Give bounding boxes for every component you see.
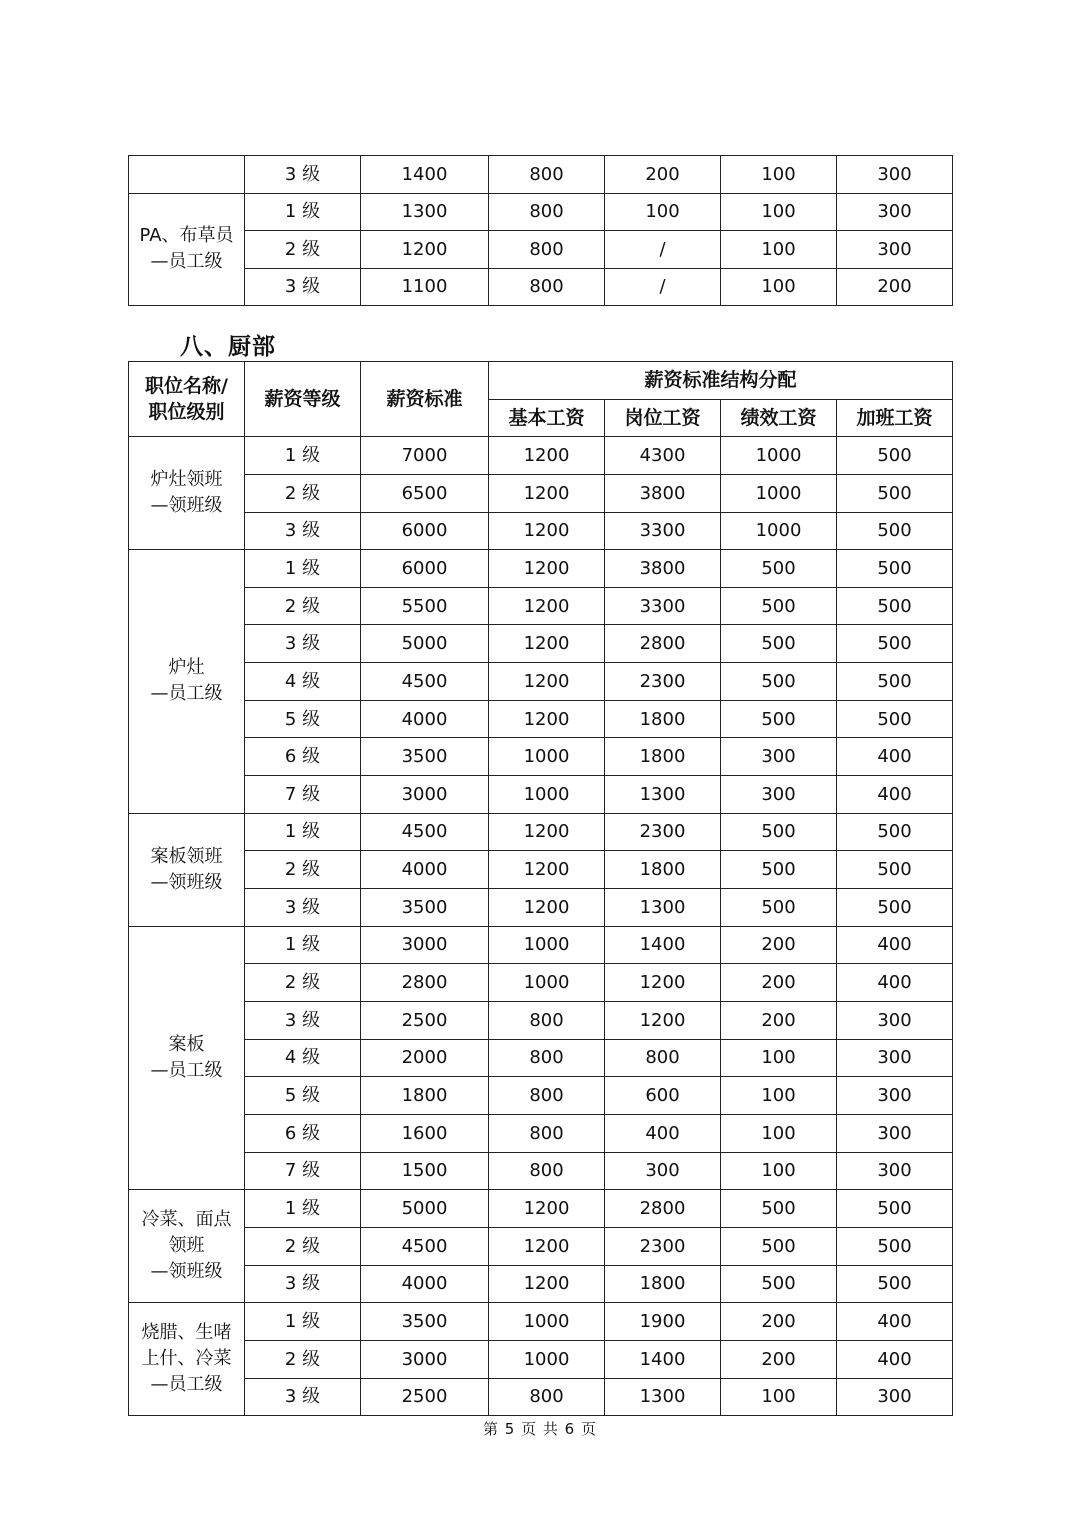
grade-cell: 3 级: [245, 1378, 361, 1416]
position-wage-cell: 1800: [605, 738, 721, 776]
performance-wage-cell: 500: [721, 1265, 837, 1303]
salary-standard-cell: 4000: [361, 851, 489, 889]
salary-standard-cell: 1600: [361, 1115, 489, 1153]
salary-standard-cell: 3500: [361, 889, 489, 927]
grade-cell: 3 级: [245, 1002, 361, 1040]
performance-wage-cell: 500: [721, 550, 837, 588]
salary-standard-cell: 4500: [361, 1227, 489, 1265]
overtime-wage-cell: 500: [837, 437, 953, 475]
overtime-wage-cell: 500: [837, 512, 953, 550]
basic-wage-cell: 1200: [489, 663, 605, 701]
position-name-cell: [129, 1190, 245, 1303]
table-row: [129, 964, 953, 1002]
basic-wage-cell: 1200: [489, 1265, 605, 1303]
position-name-cell: [129, 156, 245, 194]
table-row: [129, 738, 953, 776]
position-name-cell: [129, 1303, 245, 1416]
performance-wage-cell: 100: [721, 193, 837, 231]
performance-wage-cell: 200: [721, 1340, 837, 1378]
overtime-wage-cell: 500: [837, 625, 953, 663]
position-name-line: —领班级: [150, 1261, 223, 1283]
basic-wage-cell: 800: [489, 1039, 605, 1077]
position-wage-cell: 3300: [605, 512, 721, 550]
salary-standard-cell: 5000: [361, 625, 489, 663]
salary-standard-cell: 3500: [361, 1303, 489, 1341]
table-row: [129, 889, 953, 927]
salary-standard-cell: 2800: [361, 964, 489, 1002]
overtime-wage-cell: 500: [837, 700, 953, 738]
position-name-line: —领班级: [150, 495, 223, 517]
position-wage-cell: 1200: [605, 1002, 721, 1040]
table-row: [129, 1227, 953, 1265]
basic-wage-cell: 1200: [489, 437, 605, 475]
performance-wage-cell: 500: [721, 889, 837, 927]
header-position-line: 职位名称/: [145, 374, 228, 397]
performance-wage-cell: 100: [721, 1378, 837, 1416]
grade-cell: 3 级: [245, 268, 361, 306]
grade-cell: 2 级: [245, 587, 361, 625]
salary-table-continued: [128, 155, 953, 306]
basic-wage-cell: 1200: [489, 587, 605, 625]
basic-wage-cell: 800: [489, 1115, 605, 1153]
salary-standard-cell: 1200: [361, 231, 489, 269]
grade-cell: 3 级: [245, 625, 361, 663]
salary-standard-cell: 4500: [361, 813, 489, 851]
basic-wage-cell: 1200: [489, 550, 605, 588]
basic-wage-cell: 1200: [489, 625, 605, 663]
position-wage-cell: 2800: [605, 1190, 721, 1228]
performance-wage-cell: 200: [721, 964, 837, 1002]
table-row: [129, 550, 953, 588]
basic-wage-cell: 1200: [489, 700, 605, 738]
position-wage-cell: 4300: [605, 437, 721, 475]
salary-standard-cell: 1400: [361, 156, 489, 194]
performance-wage-cell: 100: [721, 1152, 837, 1190]
basic-wage-cell: 800: [489, 268, 605, 306]
position-wage-cell: 1300: [605, 1378, 721, 1416]
grade-cell: 5 级: [245, 700, 361, 738]
basic-wage-cell: 800: [489, 1002, 605, 1040]
salary-standard-cell: 5000: [361, 1190, 489, 1228]
performance-wage-cell: 500: [721, 851, 837, 889]
basic-wage-cell: 1200: [489, 889, 605, 927]
overtime-wage-cell: 300: [837, 1077, 953, 1115]
position-name-line: —员工级: [150, 251, 223, 273]
table-row: [129, 231, 953, 269]
grade-cell: 1 级: [245, 437, 361, 475]
performance-wage-cell: 100: [721, 1077, 837, 1115]
overtime-wage-cell: 400: [837, 1340, 953, 1378]
grade-cell: 1 级: [245, 1303, 361, 1341]
position-wage-cell: 2300: [605, 813, 721, 851]
performance-wage-cell: 1000: [721, 512, 837, 550]
position-wage-cell: /: [605, 268, 721, 306]
position-wage-cell: 800: [605, 1039, 721, 1077]
overtime-wage-cell: 500: [837, 1190, 953, 1228]
overtime-wage-cell: 300: [837, 1115, 953, 1153]
grade-cell: 4 级: [245, 663, 361, 701]
table-row: [129, 1039, 953, 1077]
basic-wage-cell: 800: [489, 231, 605, 269]
overtime-wage-cell: 400: [837, 964, 953, 1002]
performance-wage-cell: 300: [721, 776, 837, 814]
position-wage-cell: 400: [605, 1115, 721, 1153]
position-wage-cell: 600: [605, 1077, 721, 1115]
performance-wage-cell: 100: [721, 1039, 837, 1077]
header-position-wage: 岗位工资: [605, 399, 721, 437]
position-name-line: 烧腊、生啫: [141, 1322, 232, 1344]
table-row: [129, 474, 953, 512]
grade-cell: 2 级: [245, 851, 361, 889]
grade-cell: 3 级: [245, 512, 361, 550]
grade-cell: 1 级: [245, 193, 361, 231]
basic-wage-cell: 1000: [489, 738, 605, 776]
position-wage-cell: 1400: [605, 1340, 721, 1378]
header-structure-group: 薪资标准结构分配: [489, 362, 953, 400]
basic-wage-cell: 800: [489, 1152, 605, 1190]
position-wage-cell: 2800: [605, 625, 721, 663]
table-row: [129, 813, 953, 851]
overtime-wage-cell: 400: [837, 926, 953, 964]
table-row: [129, 1115, 953, 1153]
table-row: [129, 700, 953, 738]
table-row: [129, 926, 953, 964]
basic-wage-cell: 800: [489, 1378, 605, 1416]
grade-cell: 2 级: [245, 964, 361, 1002]
position-wage-cell: 2300: [605, 1227, 721, 1265]
performance-wage-cell: 100: [721, 268, 837, 306]
grade-cell: 3 级: [245, 1265, 361, 1303]
performance-wage-cell: 100: [721, 231, 837, 269]
position-name-line: —员工级: [150, 683, 223, 705]
salary-standard-cell: 3500: [361, 738, 489, 776]
table-row: [129, 625, 953, 663]
table-row: [129, 268, 953, 306]
position-wage-cell: 3300: [605, 587, 721, 625]
position-wage-cell: 1800: [605, 1265, 721, 1303]
position-wage-cell: 3800: [605, 474, 721, 512]
performance-wage-cell: 500: [721, 625, 837, 663]
performance-wage-cell: 1000: [721, 474, 837, 512]
position-wage-cell: 1200: [605, 964, 721, 1002]
page-footer: 第 5 页 共 6 页: [483, 1420, 597, 1438]
header-performance-wage: 绩效工资: [721, 399, 837, 437]
grade-cell: 7 级: [245, 1152, 361, 1190]
basic-wage-cell: 1000: [489, 1340, 605, 1378]
grade-cell: 3 级: [245, 889, 361, 927]
performance-wage-cell: 500: [721, 1190, 837, 1228]
grade-cell: 5 级: [245, 1077, 361, 1115]
overtime-wage-cell: 300: [837, 231, 953, 269]
basic-wage-cell: 1200: [489, 1227, 605, 1265]
kitchen-salary-table: [128, 361, 953, 1416]
overtime-wage-cell: 500: [837, 550, 953, 588]
position-name-cell: [129, 437, 245, 550]
position-wage-cell: 1300: [605, 776, 721, 814]
header-overtime-wage: 加班工资: [837, 399, 953, 437]
basic-wage-cell: 800: [489, 1077, 605, 1115]
position-name-line: 炉灶: [168, 657, 205, 679]
grade-cell: 1 级: [245, 813, 361, 851]
position-name-cell: [129, 193, 245, 306]
basic-wage-cell: 1000: [489, 926, 605, 964]
performance-wage-cell: 100: [721, 156, 837, 194]
position-wage-cell: 200: [605, 156, 721, 194]
position-name-line: 炉灶领班: [150, 469, 223, 491]
position-name-line: —员工级: [150, 1060, 223, 1082]
salary-standard-cell: 2500: [361, 1378, 489, 1416]
overtime-wage-cell: 400: [837, 1303, 953, 1341]
grade-cell: 6 级: [245, 738, 361, 776]
salary-standard-cell: 6000: [361, 512, 489, 550]
grade-cell: 2 级: [245, 1340, 361, 1378]
table-row: [129, 1190, 953, 1228]
salary-standard-cell: 6000: [361, 550, 489, 588]
overtime-wage-cell: 500: [837, 663, 953, 701]
grade-cell: 3 级: [245, 156, 361, 194]
performance-wage-cell: 500: [721, 700, 837, 738]
performance-wage-cell: 200: [721, 1303, 837, 1341]
performance-wage-cell: 300: [721, 738, 837, 776]
header-basic-wage: 基本工资: [489, 399, 605, 437]
position-wage-cell: 1400: [605, 926, 721, 964]
salary-standard-cell: 4000: [361, 1265, 489, 1303]
table-row: [129, 587, 953, 625]
performance-wage-cell: 200: [721, 1002, 837, 1040]
basic-wage-cell: 1200: [489, 1190, 605, 1228]
performance-wage-cell: 500: [721, 587, 837, 625]
position-name-line: 案板领班: [150, 845, 223, 867]
position-name-cell: [129, 550, 245, 814]
salary-standard-cell: 4000: [361, 700, 489, 738]
position-name-line: PA、布草员: [139, 225, 234, 247]
table-row: [129, 776, 953, 814]
position-name-line: 领班: [168, 1235, 205, 1257]
salary-standard-cell: 1500: [361, 1152, 489, 1190]
basic-wage-cell: 1200: [489, 512, 605, 550]
position-wage-cell: 1800: [605, 851, 721, 889]
grade-cell: 1 级: [245, 550, 361, 588]
salary-standard-cell: 3000: [361, 1340, 489, 1378]
grade-cell: 6 级: [245, 1115, 361, 1153]
salary-standard-cell: 1300: [361, 193, 489, 231]
salary-standard-cell: 3000: [361, 926, 489, 964]
overtime-wage-cell: 500: [837, 1265, 953, 1303]
grade-cell: 1 级: [245, 1190, 361, 1228]
table-row: [129, 1340, 953, 1378]
table-row: [129, 1303, 953, 1341]
table-row: [129, 1265, 953, 1303]
salary-standard-cell: 1100: [361, 268, 489, 306]
basic-wage-cell: 800: [489, 193, 605, 231]
section-title: 八、厨部: [180, 334, 276, 360]
table-row: [129, 1077, 953, 1115]
position-wage-cell: 1900: [605, 1303, 721, 1341]
salary-standard-cell: 1800: [361, 1077, 489, 1115]
grade-cell: 2 级: [245, 231, 361, 269]
overtime-wage-cell: 400: [837, 776, 953, 814]
salary-standard-cell: 2000: [361, 1039, 489, 1077]
table-row: [129, 437, 953, 475]
overtime-wage-cell: 300: [837, 1378, 953, 1416]
salary-standard-cell: 7000: [361, 437, 489, 475]
position-name-cell: [129, 813, 245, 926]
table-row: [129, 1002, 953, 1040]
position-wage-cell: 2300: [605, 663, 721, 701]
overtime-wage-cell: 300: [837, 1002, 953, 1040]
header-salary-grade: 薪资等级: [245, 362, 361, 437]
overtime-wage-cell: 300: [837, 193, 953, 231]
basic-wage-cell: 1200: [489, 813, 605, 851]
table-row: [129, 193, 953, 231]
salary-standard-cell: 4500: [361, 663, 489, 701]
grade-cell: 1 级: [245, 926, 361, 964]
position-wage-cell: 100: [605, 193, 721, 231]
grade-cell: 4 级: [245, 1039, 361, 1077]
position-wage-cell: 300: [605, 1152, 721, 1190]
table-row: [129, 156, 953, 194]
grade-cell: 2 级: [245, 474, 361, 512]
basic-wage-cell: 1000: [489, 964, 605, 1002]
performance-wage-cell: 1000: [721, 437, 837, 475]
basic-wage-cell: 1200: [489, 851, 605, 889]
header-row: [129, 362, 953, 400]
position-name-line: 案板: [168, 1033, 205, 1055]
position-name-line: 冷菜、面点: [141, 1209, 232, 1231]
header-position: [129, 362, 245, 437]
basic-wage-cell: 1200: [489, 474, 605, 512]
performance-wage-cell: 200: [721, 926, 837, 964]
overtime-wage-cell: 500: [837, 851, 953, 889]
table-row: [129, 512, 953, 550]
position-wage-cell: /: [605, 231, 721, 269]
performance-wage-cell: 500: [721, 813, 837, 851]
basic-wage-cell: 800: [489, 156, 605, 194]
table-row: [129, 851, 953, 889]
basic-wage-cell: 1000: [489, 776, 605, 814]
overtime-wage-cell: 400: [837, 738, 953, 776]
grade-cell: 2 级: [245, 1227, 361, 1265]
table-row: [129, 663, 953, 701]
performance-wage-cell: 100: [721, 1115, 837, 1153]
overtime-wage-cell: 500: [837, 474, 953, 512]
grade-cell: 7 级: [245, 776, 361, 814]
position-name-cell: [129, 926, 245, 1190]
table-row: [129, 1152, 953, 1190]
salary-standard-cell: 5500: [361, 587, 489, 625]
position-wage-cell: 1800: [605, 700, 721, 738]
table-row: [129, 1378, 953, 1416]
salary-standard-cell: 6500: [361, 474, 489, 512]
overtime-wage-cell: 300: [837, 1152, 953, 1190]
header-position-line: 职位级别: [148, 401, 225, 424]
salary-standard-cell: 2500: [361, 1002, 489, 1040]
basic-wage-cell: 1000: [489, 1303, 605, 1341]
overtime-wage-cell: 200: [837, 268, 953, 306]
overtime-wage-cell: 300: [837, 1039, 953, 1077]
performance-wage-cell: 500: [721, 663, 837, 701]
position-name-line: —领班级: [150, 871, 223, 893]
position-wage-cell: 3800: [605, 550, 721, 588]
overtime-wage-cell: 500: [837, 813, 953, 851]
position-wage-cell: 1300: [605, 889, 721, 927]
position-name-line: —员工级: [150, 1374, 223, 1396]
performance-wage-cell: 500: [721, 1227, 837, 1265]
header-salary-standard: 薪资标准: [361, 362, 489, 437]
overtime-wage-cell: 500: [837, 587, 953, 625]
overtime-wage-cell: 500: [837, 889, 953, 927]
salary-standard-cell: 3000: [361, 776, 489, 814]
position-name-line: 上什、冷菜: [141, 1348, 232, 1370]
overtime-wage-cell: 500: [837, 1227, 953, 1265]
overtime-wage-cell: 300: [837, 156, 953, 194]
